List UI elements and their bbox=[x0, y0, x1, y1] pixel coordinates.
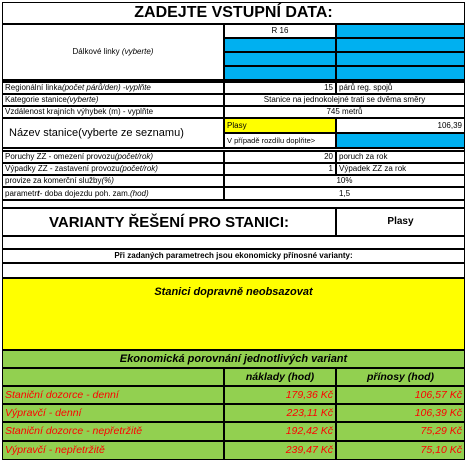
blank-row bbox=[2, 200, 465, 208]
dalkove-linka-select-4[interactable] bbox=[224, 66, 336, 80]
dalkove-linky-label: Dálkové linky (vyberte) bbox=[2, 24, 224, 80]
zz-failures-input[interactable]: 20 bbox=[224, 151, 336, 163]
variant-row-benefits: 106,39 Kč bbox=[336, 404, 465, 422]
zz-failures-unit: poruch za rok bbox=[336, 151, 465, 163]
variant-row-benefits: 75,29 Kč bbox=[336, 422, 465, 441]
station-override-note: V případě rozdílu doplňte> bbox=[224, 133, 336, 148]
dalkove-linka-select-1[interactable]: R 16 bbox=[224, 24, 336, 38]
parameter-t-input[interactable]: 1,5 bbox=[224, 187, 465, 200]
dalkove-linka-aux-4[interactable] bbox=[336, 66, 465, 80]
parameter-t-label: parametr t - doba dojezdu poh. zam. (hod) bbox=[2, 187, 224, 200]
station-category-select[interactable]: Stanice na jednokolejné trati se dvěma směry bbox=[224, 94, 465, 106]
zz-failures-label: Poruchy ZZ - omezení provozu (počet/rok) bbox=[2, 151, 224, 163]
dalkove-linka-select-2[interactable] bbox=[224, 38, 336, 52]
variant-row-costs: 239,47 Kč bbox=[224, 441, 336, 460]
station-name-label: Název stanice(vyberte ze seznamu) bbox=[2, 118, 224, 148]
dalkove-linka-aux-3[interactable] bbox=[336, 52, 465, 66]
blank-row bbox=[2, 236, 465, 249]
variants-station: Plasy bbox=[336, 208, 465, 236]
dalkove-linka-select-3[interactable] bbox=[224, 52, 336, 66]
input-title: ZADEJTE VSTUPNÍ DATA: bbox=[2, 2, 465, 24]
regional-line-label: Regionální linka (počet párů/den) -vyplňte bbox=[2, 82, 224, 94]
benefits-header: přínosy (hod) bbox=[336, 368, 465, 386]
variants-title: VARIANTY ŘEŠENÍ PRO STANICI: bbox=[2, 208, 336, 236]
comparison-header-blank bbox=[2, 368, 224, 386]
variants-note: Při zadaných parametrech jsou ekonomicky přínosné varianty: bbox=[2, 249, 465, 263]
station-category-label: Kategorie stanice (vyberte) bbox=[2, 94, 224, 106]
station-override-input[interactable] bbox=[336, 133, 465, 148]
dalkove-linka-aux-2[interactable] bbox=[336, 38, 465, 52]
costs-header: náklady (hod) bbox=[224, 368, 336, 386]
result-box: Stanici dopravně neobsazovat bbox=[2, 278, 465, 350]
station-name-select[interactable]: Plasy bbox=[224, 118, 336, 133]
switch-distance-label: Vzdálenost krajních výhybek (m) - vyplňte bbox=[2, 106, 224, 118]
variant-row-costs: 192,42 Kč bbox=[224, 422, 336, 441]
variant-row-costs: 223,11 Kč bbox=[224, 404, 336, 422]
variant-row-name: Staniční dozorce - nepřetržitě bbox=[2, 422, 224, 441]
zz-outages-label: Výpadky ZZ - zastavení provozu (počet/rok) bbox=[2, 163, 224, 175]
comparison-title: Ekonomická porovnání jednotlivých variant bbox=[2, 350, 465, 368]
station-number: 106,39 bbox=[336, 118, 465, 133]
variant-row-costs: 179,36 Kč bbox=[224, 386, 336, 404]
regional-line-input[interactable]: 15 bbox=[224, 82, 336, 94]
dalkove-linka-aux-1[interactable] bbox=[336, 24, 465, 38]
zz-outages-unit: Výpadek ZZ za rok bbox=[336, 163, 465, 175]
commission-label: provize za komerční služby (%) bbox=[2, 175, 224, 187]
variant-row-name: Staniční dozorce - denní bbox=[2, 386, 224, 404]
zz-outages-input[interactable]: 1 bbox=[224, 163, 336, 175]
variant-row-name: Výpravčí - nepřetržitě bbox=[2, 441, 224, 460]
regional-line-unit: párů reg. spojů bbox=[336, 82, 465, 94]
blank-row bbox=[2, 263, 465, 278]
commission-input[interactable]: 10% bbox=[224, 175, 465, 187]
switch-distance-input[interactable]: 745 metrů bbox=[224, 106, 465, 118]
variant-row-benefits: 106,57 Kč bbox=[336, 386, 465, 404]
variant-row-benefits: 75,10 Kč bbox=[336, 441, 465, 460]
variant-row-name: Výpravčí - denní bbox=[2, 404, 224, 422]
